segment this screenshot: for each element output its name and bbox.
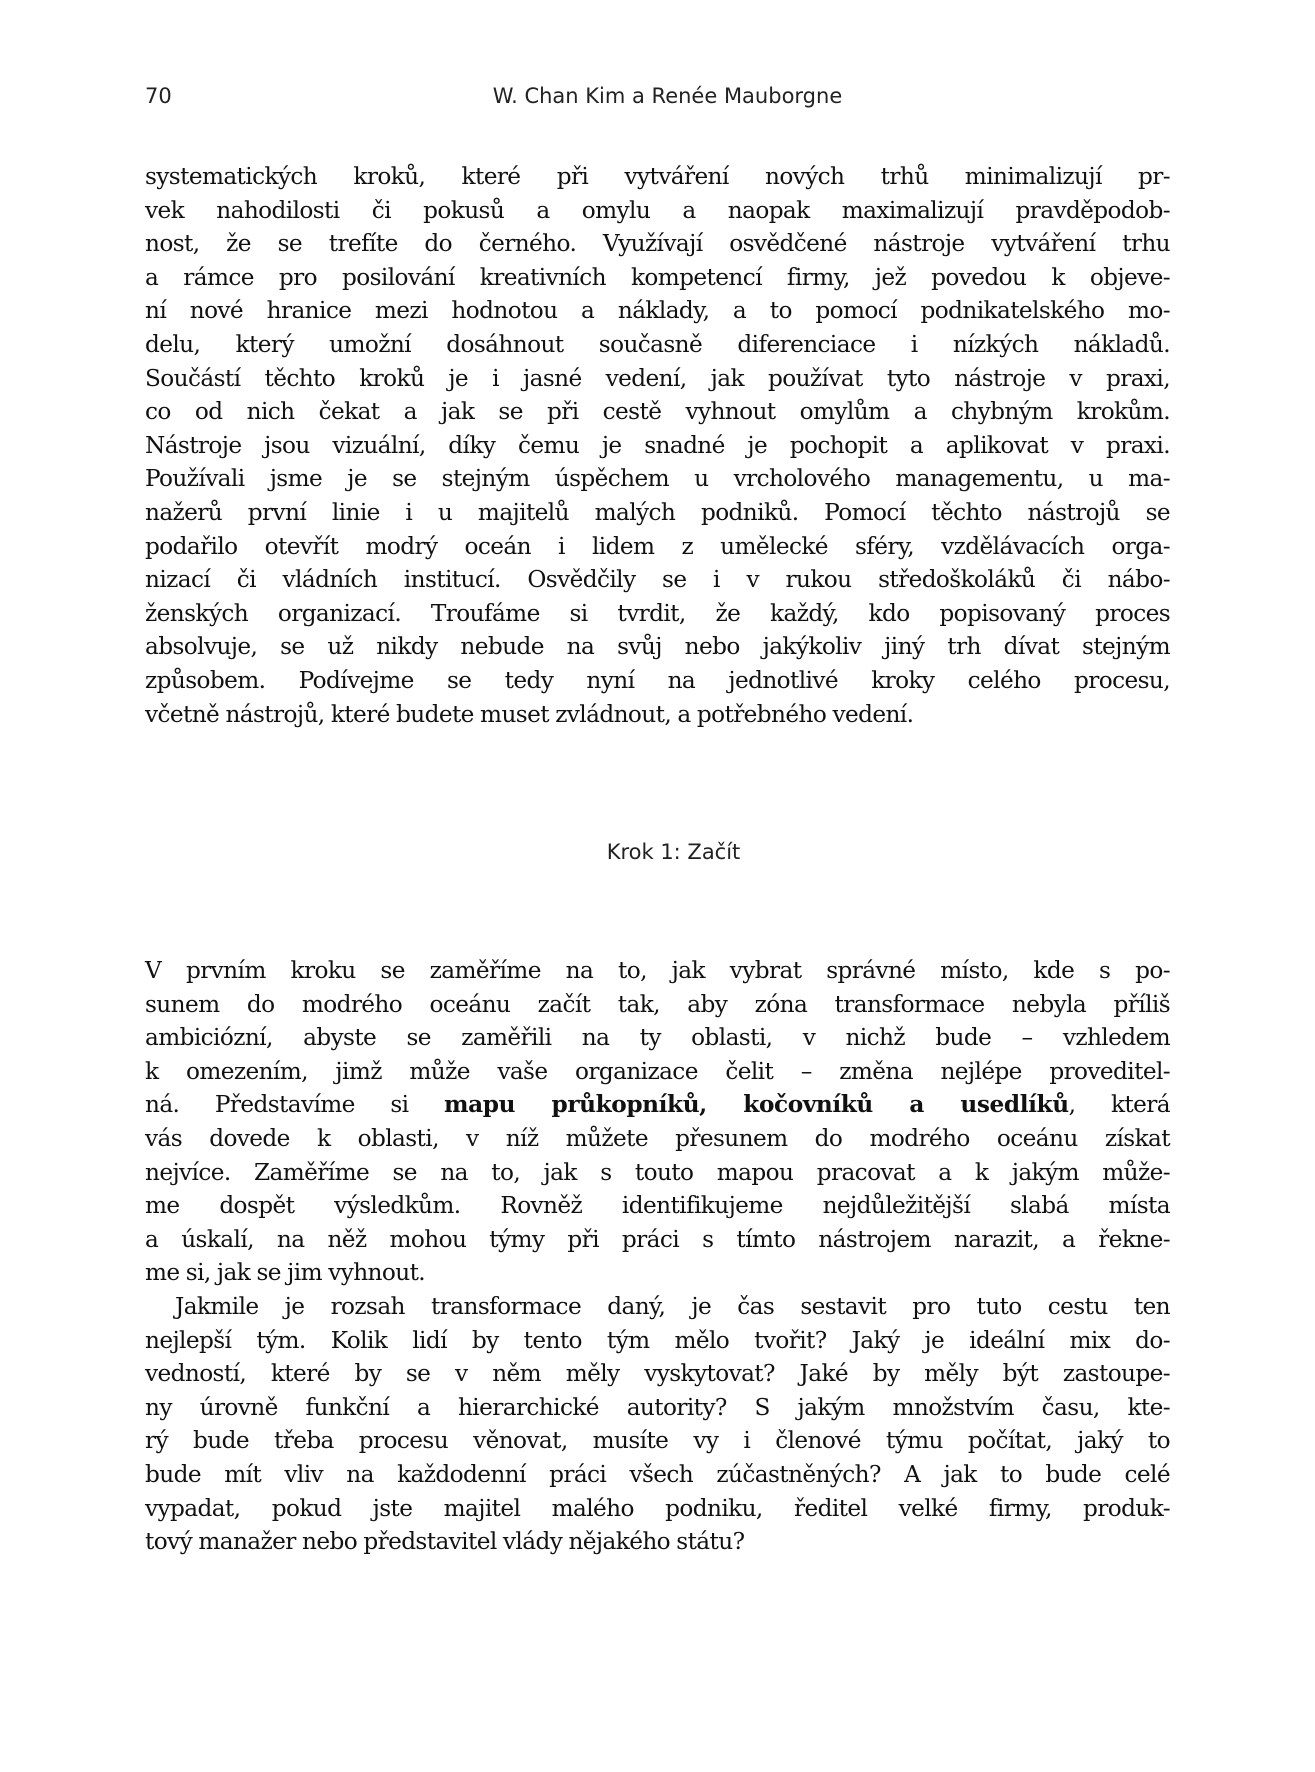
text-line: [145, 1088, 1170, 1122]
text-line: rý bude třeba procesu věnovat, musíte vy i členové týmu počítat, jaký to: [145, 1427, 1170, 1455]
text-line: vek nahodilosti či pokusů a omylu a naopak maximalizují pravděpodob-: [145, 196, 1170, 224]
text-line: včetně nástrojů, které budete muset zvládnout, a potřebného vedení.: [145, 700, 914, 728]
text-line: me si, jak se jim vyhnout.: [145, 1259, 426, 1287]
text-line: nažerů první linie i u majitelů malých podniků. Pomocí těchto nástrojů se: [145, 498, 1170, 526]
section-body: [145, 954, 1170, 1559]
text-line: ny úrovně funkční a hierarchické autority? S jakým množstvím času, kte-: [145, 1393, 1170, 1421]
text-line: vedností, které by se v něm měly vyskytovat? Jaké by měly být zastoupe-: [145, 1360, 1170, 1388]
text-run: , která: [1068, 1091, 1170, 1119]
text-line: nejvíce. Zaměříme se na to, jak s touto mapou pracovat a k jakým může-: [145, 1158, 1170, 1186]
text-line: vás dovede k oblasti, v níž můžete přesunem do modrého oceánu získat: [145, 1124, 1170, 1152]
bold-term: mapu průkopníků, kočovníků a usedlíků: [444, 1091, 1069, 1119]
text-line: a úskalí, na něž mohou týmy při práci s tímto nástrojem narazit, a řekne-: [145, 1225, 1170, 1253]
text-line: Nástroje jsou vizuální, díky čemu je snadné je pochopit a aplikovat v praxi.: [145, 431, 1170, 459]
text-line: podařilo otevřít modrý oceán i lidem z umělecké sféry, vzdělávacích orga-: [145, 532, 1170, 560]
text-line: ní nové hranice mezi hodnotou a náklady, a to pomocí podnikatelského mo-: [145, 297, 1170, 325]
paragraph-intro: [145, 160, 1170, 731]
text-line: bude mít vliv na každodenní práci všech zúčastněných? A jak to bude celé: [145, 1460, 1170, 1488]
paragraph-step1-scope: [145, 954, 1170, 1290]
header-authors: W. Chan Kim a Renée Mauborgne: [492, 84, 843, 108]
page-number: 70: [145, 84, 172, 108]
text-line: ambiciózní, abyste se zaměřili na ty oblasti, v nichž bude – vzhledem: [145, 1024, 1170, 1052]
text-line: Jakmile je rozsah transformace daný, je čas sestavit pro tuto cestu ten: [175, 1292, 1170, 1320]
text-line: nizací či vládních institucí. Osvědčily se i v rukou středoškoláků či nábo-: [145, 566, 1170, 594]
text-line: vypadat, pokud jste majitel malého podniku, ředitel velké firmy, produk-: [145, 1494, 1170, 1522]
text-line: sunem do modrého oceánu začít tak, aby zóna transformace nebyla příliš: [145, 990, 1170, 1018]
text-line: ženských organizací. Troufáme si tvrdit, že každý, kdo popisovaný proces: [145, 599, 1170, 627]
text-line: nost, že se trefíte do černého. Využívají osvědčené nástroje vytváření trhu: [145, 230, 1170, 258]
text-line: absolvuje, se už nikdy nebude na svůj nebo jakýkoliv jiný trh dívat stejným: [145, 633, 1170, 661]
text-line: nejlepší tým. Kolik lidí by tento tým mělo tvořit? Jaký je ideální mix do-: [145, 1326, 1170, 1354]
section-heading: Krok 1: Začít: [606, 840, 741, 864]
paragraph-step1-team: [145, 1290, 1170, 1559]
text-run: ná. Představíme si: [145, 1091, 445, 1119]
running-header: [145, 84, 1170, 114]
text-line: Součástí těchto kroků je i jasné vedení, jak používat tyto nástroje v praxi,: [145, 364, 1170, 392]
text-line: V prvním kroku se zaměříme na to, jak vybrat správné místo, kde s po-: [145, 957, 1170, 984]
text-line: systematických kroků, které při vytváření nových trhů minimalizují pr-: [145, 163, 1170, 190]
text-line: a rámce pro posilování kreativních kompetencí firmy, jež povedou k objeve-: [145, 263, 1170, 291]
text-line: me dospět výsledkům. Rovněž identifikujeme nejdůležitější slabá místa: [145, 1192, 1170, 1220]
text-line: tový manažer nebo představitel vlády nějakého státu?: [145, 1528, 745, 1556]
text-line: co od nich čekat a jak se při cestě vyhnout omylům a chybným krokům.: [145, 398, 1170, 426]
text-line: k omezením, jimž může vaše organizace čelit – změna nejlépe proveditel-: [145, 1057, 1170, 1085]
text-line: delu, který umožní dosáhnout současně diferenciace i nízkých nákladů.: [145, 330, 1170, 358]
text-line: Používali jsme je se stejným úspěchem u vrcholového managementu, u ma-: [145, 465, 1170, 493]
text-line: způsobem. Podívejme se tedy nyní na jednotlivé kroky celého procesu,: [145, 666, 1170, 694]
